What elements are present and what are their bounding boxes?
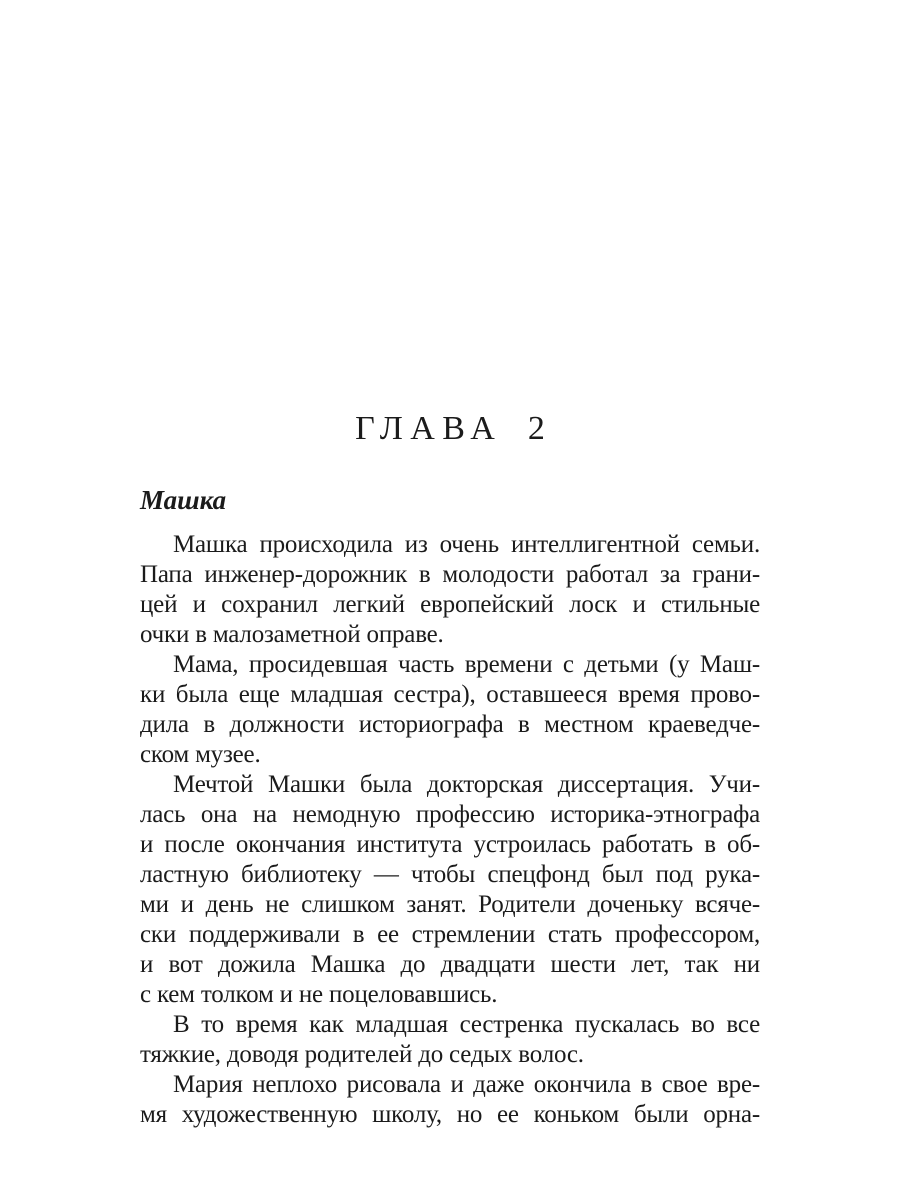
text-line: ластную библиотеку — чтобы спецфонд был под рука-: [140, 861, 760, 888]
text-line: Мечтой Машки была докторская диссертация. Учи-: [173, 771, 760, 798]
text-line: Папа инженер-дорожник в молодости работал за грани-: [140, 561, 760, 588]
body-text: [140, 530, 760, 1130]
text-line: и вот дожила Машка до двадцати шести лет, так ни: [140, 951, 760, 978]
text-line: ки была еще младшая сестра), оставшееся время прово-: [140, 681, 760, 708]
chapter-title: ГЛАВА 2: [355, 410, 553, 447]
text-line: В то время как младшая сестренка пускалась во все: [173, 1011, 760, 1038]
text-line: ски поддерживали в ее стремлении стать профессором,: [140, 921, 760, 948]
text-line: тяжкие, доводя родителей до седых волос.: [140, 1041, 584, 1068]
section-heading: Машка: [140, 485, 227, 515]
text-line: цей и сохранил легкий европейский лоск и стильные: [140, 591, 760, 618]
text-line: ми и день не слишком занят. Родители доченьку всяче-: [140, 891, 760, 918]
text-line: лась она на немодную профессию историка-этнографа: [140, 801, 760, 828]
text-line: дила в должности историографа в местном краеведче-: [140, 711, 760, 738]
text-line: Машка происходила из очень интеллигентной семьи.: [173, 531, 760, 558]
text-line: Мама, просидевшая часть времени с детьми (у Маш-: [173, 651, 760, 678]
text-line: ском музее.: [140, 741, 261, 768]
paragraph: [140, 650, 760, 770]
text-line: очки в малозаметной оправе.: [140, 621, 444, 648]
text-line: с кем толком и не поцеловавшись.: [140, 981, 498, 1008]
paragraph: [140, 530, 760, 650]
paragraph: [140, 1070, 760, 1130]
paragraph: [140, 1010, 760, 1070]
page-content: [140, 0, 760, 1130]
paragraph: [140, 770, 760, 1010]
text-line: мя художественную школу, но ее коньком были орна-: [140, 1101, 760, 1128]
text-line: и после окончания института устроилась работать в об-: [140, 831, 760, 858]
text-line: Мария неплохо рисовала и даже окончила в свое вре-: [173, 1071, 760, 1098]
